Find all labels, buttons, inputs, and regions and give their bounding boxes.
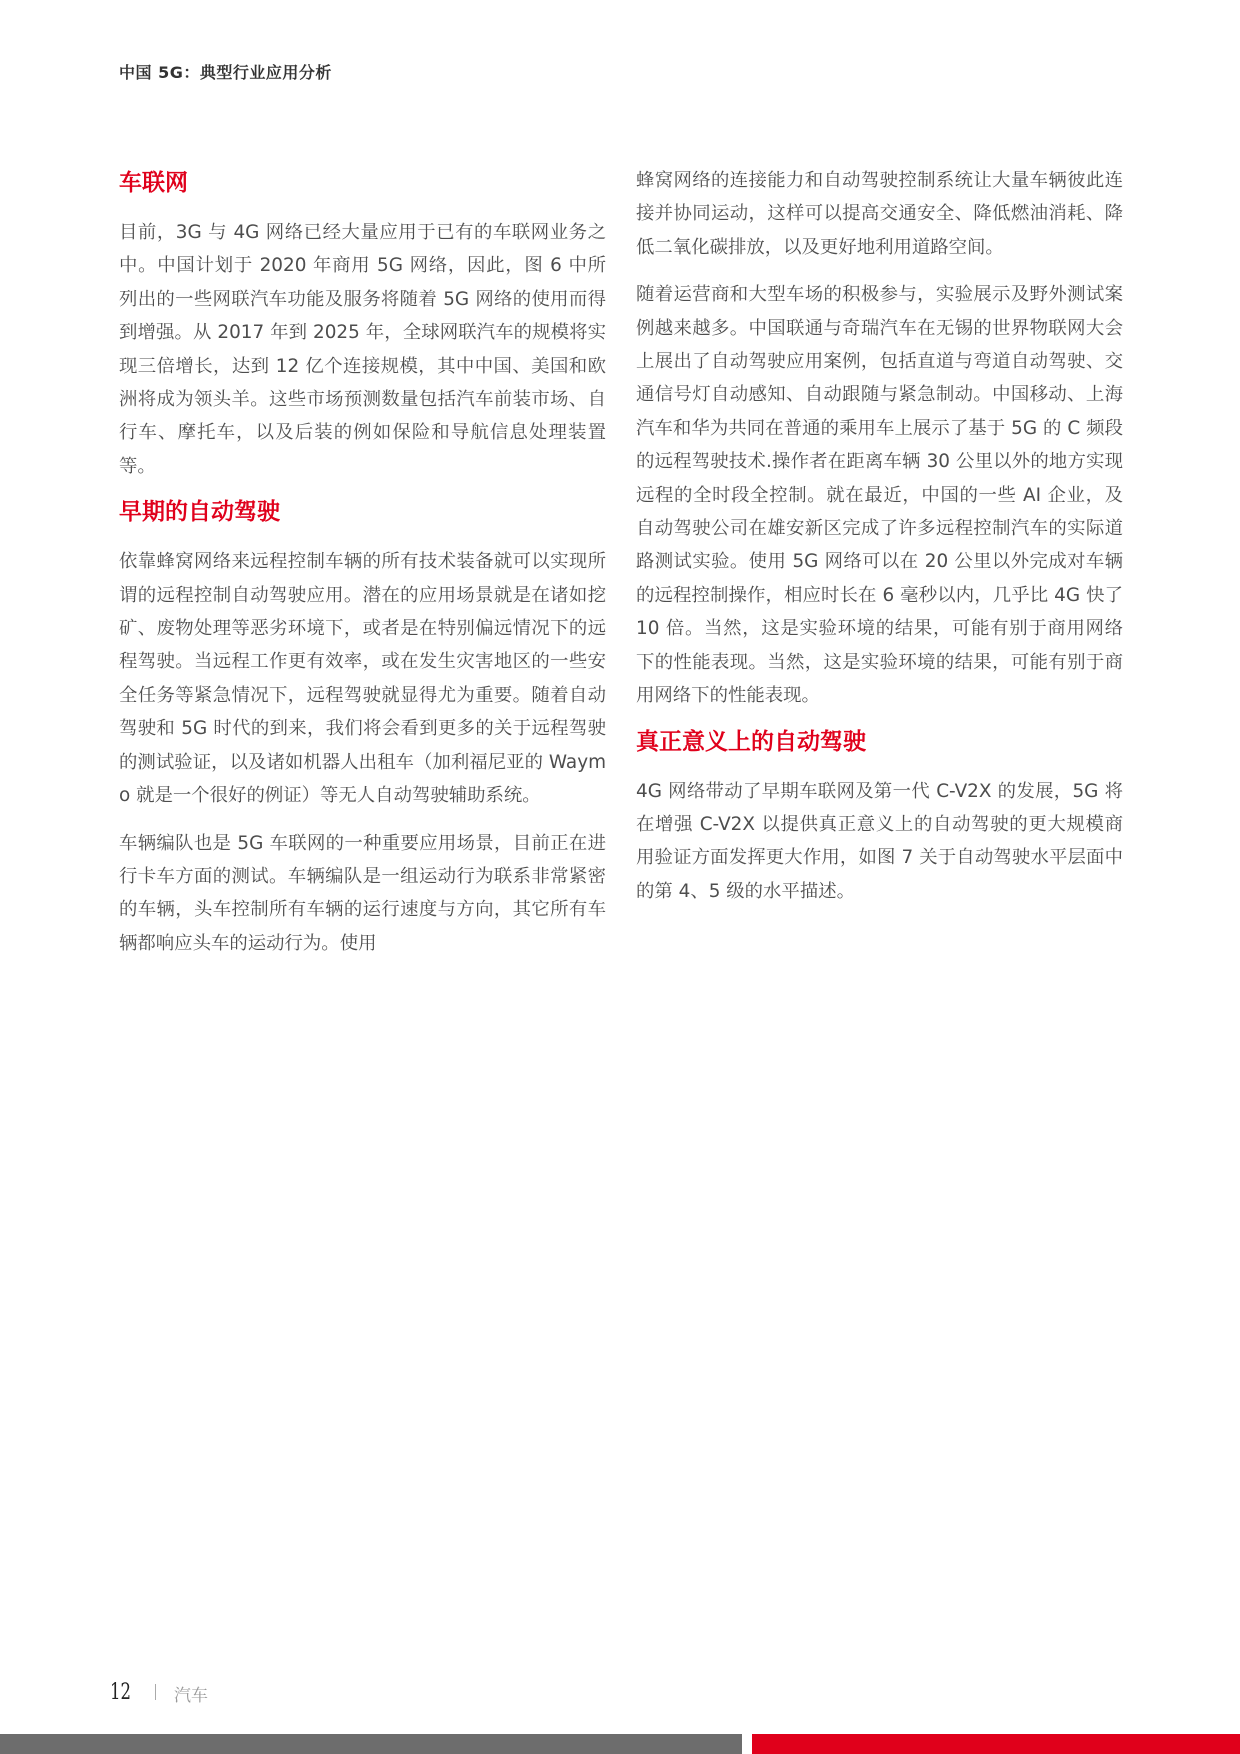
section-heading-early-autonomous-driving: 早期的自动驾驶 [119,499,280,526]
footer-bar-gray [0,1734,742,1754]
footer-divider [155,1684,156,1700]
paragraph: 随着运营商和大型车场的积极参与，实验展示及野外测试案例越来越多。中国联通与奇瑞汽车在无锡的世界物联网大会上展出了自动驾驶应用案例，包括直道与弯道自动驾驶、交通信号灯自动感知、自动跟随与紧急制动。中国移动、上海汽车和华为共同在普通的乘用车上展示了基于 5G 的 C 频段的远程驾驶技术.操作者在距离车辆 30 公里以外的地方实现远程的全时段全控制。就在最近，中国的一些 AI 企业，及自动驾驶公司在雄安新区完成了许多远程控制汽车的实际道路测试实验。使用 5G 网络可以在 20 公里以外完成对车辆的远程控制操作，相应时长在 6 毫秒以内，几乎比 4G 快了 10 倍。当然，这是实验环境的结果，可能有别于商用网络下的性能表现。当然，这是实验环境的结果，可能有别于商用网络下的性能表现。 [636,284,1123,707]
page-number: 12 [110,1680,131,1705]
paragraph: 蜂窝网络的连接能力和自动驾驶控制系统让大量车辆彼此连接并协同运动，这样可以提高交通安全、降低燃油消耗、降低二氧化碳排放，以及更好地利用道路空间。 [636,170,1123,258]
section-heading-connected-vehicles: 车联网 [119,170,188,196]
left-column [119,168,606,974]
paragraph: 依靠蜂窝网络来远程控制车辆的所有技术装备就可以实现所谓的远程控制自动驾驶应用。潜在的应用场景就是在诸如挖矿、废物处理等恶劣环境下，或者是在特别偏远情况下的远程驾驶。当远程工作更有效率，或在发生灾害地区的一些安全任务等紧急情况下，远程驾驶就显得尤为重要。随着自动驾驶和 5G 时代的到来，我们将会看到更多的关于远程驾驶的测试验证，以及诸如机器人出租车（加利福尼亚的 Waymo 就是一个很好的例证）等无人自动驾驶辅助系统。 [119,551,606,807]
running-header: 中国 5G：典型行业应用分析 [119,63,332,82]
right-column [636,168,1123,922]
footer-section-label: 汽车 [174,1686,208,1706]
paragraph: 目前，3G 与 4G 网络已经大量应用于已有的车联网业务之中。中国计划于 2020 年商用 5G 网络，因此，图 6 中所列出的一些网联汽车功能及服务将随着 5G 网络的使用而得到增强。从 2017 年到 2025 年，全球网联汽车的规模将实现三倍增长，达到 12 亿个连接规模，其中中国、美国和欧洲将成为领头羊。这些市场预测数量包括汽车前装市场、自行车、摩托车，以及后装的例如保险和导航信息处理装置等。 [119,222,606,477]
footer-bar-red [752,1734,1240,1754]
section-heading-true-autonomous-driving: 真正意义上的自动驾驶 [636,728,866,755]
paragraph: 4G 网络带动了早期车联网及第一代 C-V2X 的发展，5G 将在增强 C-V2X 以提供真正意义上的自动驾驶的更大规模商用验证方面发挥更大作用，如图 7 关于自动驾驶水平层面中的第 4、5 级的水平描述。 [636,780,1123,902]
paragraph: 车辆编队也是 5G 车联网的一种重要应用场景，目前正在进行卡车方面的测试。车辆编队是一组运动行为联系非常紧密的车辆，头车控制所有车辆的运行速度与方向，其它所有车辆都响应头车的运动行为。使用 [119,832,606,954]
